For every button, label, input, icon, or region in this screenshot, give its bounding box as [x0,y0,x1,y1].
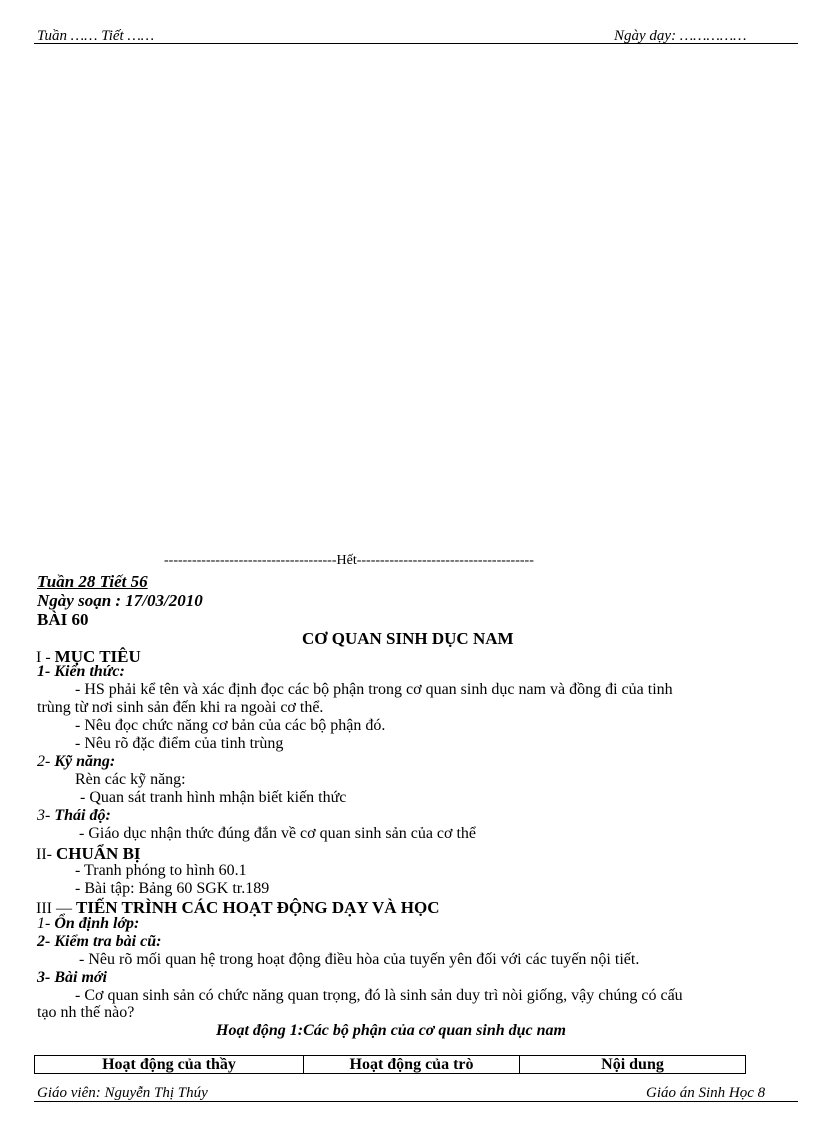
footer-right: Giáo án Sinh Học 8 [646,1085,766,1101]
header-left: Tuần …… Tiết …… [37,28,155,44]
attitude-title: Thái độ: [54,807,111,824]
page-title: CƠ QUAN SINH DỤC NAM [302,629,514,648]
footer-left: Giáo viên: Nguyễn Thị Thúy [37,1085,208,1101]
class-org-title: Ổn định lớp: [54,915,140,932]
attitude-number: 3- [37,807,51,824]
week-period: Tuần 28 Tiết 56 [37,572,148,591]
skills-title: Kỹ năng: [54,753,116,770]
skills-number: 2- [37,753,51,770]
prep-line-2: - Bài tập: Bảng 60 SGK tr.189 [75,880,270,897]
lesson-number: BÀI 60 [37,610,89,629]
section-2-title: CHUẨN BỊ [55,844,141,863]
activity-table [34,1055,746,1074]
skills-heading [37,753,115,771]
end-separator: -------------------------------------Hết-------------------------------------- [164,553,534,568]
column-student: Hoạt động của trò [304,1056,520,1074]
column-teacher: Hoạt động của thầy [35,1056,304,1074]
section-2-roman: II- [36,846,52,863]
prep-date: Ngày soạn : 17/03/2010 [37,591,203,610]
section-3-roman: III — [36,900,72,917]
knowledge-line-1: - HS phải kể tên và xác định đọc các bộ phận trong cơ quan sinh dục nam và đồng đi của tinh [75,681,673,698]
class-org-number: 1- [37,915,51,932]
footer-rule [34,1101,798,1102]
section-3-title: TIẾN TRÌNH CÁC HOẠT ĐỘNG DẠY VÀ HỌC [75,898,440,917]
section-2-heading [36,844,141,864]
knowledge-line-3: - Nêu đọc chức năng cơ bản của các bộ phận đó. [75,717,386,734]
header-right: Ngày dạy: …………… [614,28,747,44]
skills-line-2: - Quan sát tranh hình mhận biết kiến thức [80,789,347,806]
prep-line-1: - Tranh phóng to hình 60.1 [75,862,247,879]
header-rule [34,43,798,44]
review-heading: 2- Kiểm tra bài cũ: [37,933,162,950]
column-content: Nội dung [520,1056,746,1074]
knowledge-heading: 1- Kiến thức: [37,663,125,680]
knowledge-line-4: - Nêu rõ đặc điểm của tinh trùng [75,735,284,752]
class-org-heading [37,915,139,933]
knowledge-line-2: trùng từ nơi sinh sản đến khi ra ngoài cơ thể. [37,699,324,716]
new-lesson-line-1: - Cơ quan sinh sản có chức năng quan trọng, đó là sinh sản duy trì nòi giống, vậy chúng có cấu [75,987,683,1004]
attitude-heading [37,807,111,825]
skills-line-1: Rèn các kỹ năng: [75,771,186,788]
section-1-roman: I - [36,649,51,666]
activity-table-header [35,1056,746,1074]
new-lesson-line-2: tạo nh thế nào? [37,1004,135,1021]
new-lesson-heading: 3- Bài mới [37,969,107,986]
attitude-line-1: - Giáo dục nhận thức đúng đắn về cơ quan sinh sản của cơ thể [79,825,477,842]
activity-title: Hoạt động 1:Các bộ phận của cơ quan sinh dục nam [216,1022,566,1039]
review-line: - Nêu rõ mối quan hệ trong hoạt động điều hòa của tuyến yên đối với các tuyến nội tiết. [79,951,640,968]
section-1-title: MỤC TIÊU [54,647,141,666]
